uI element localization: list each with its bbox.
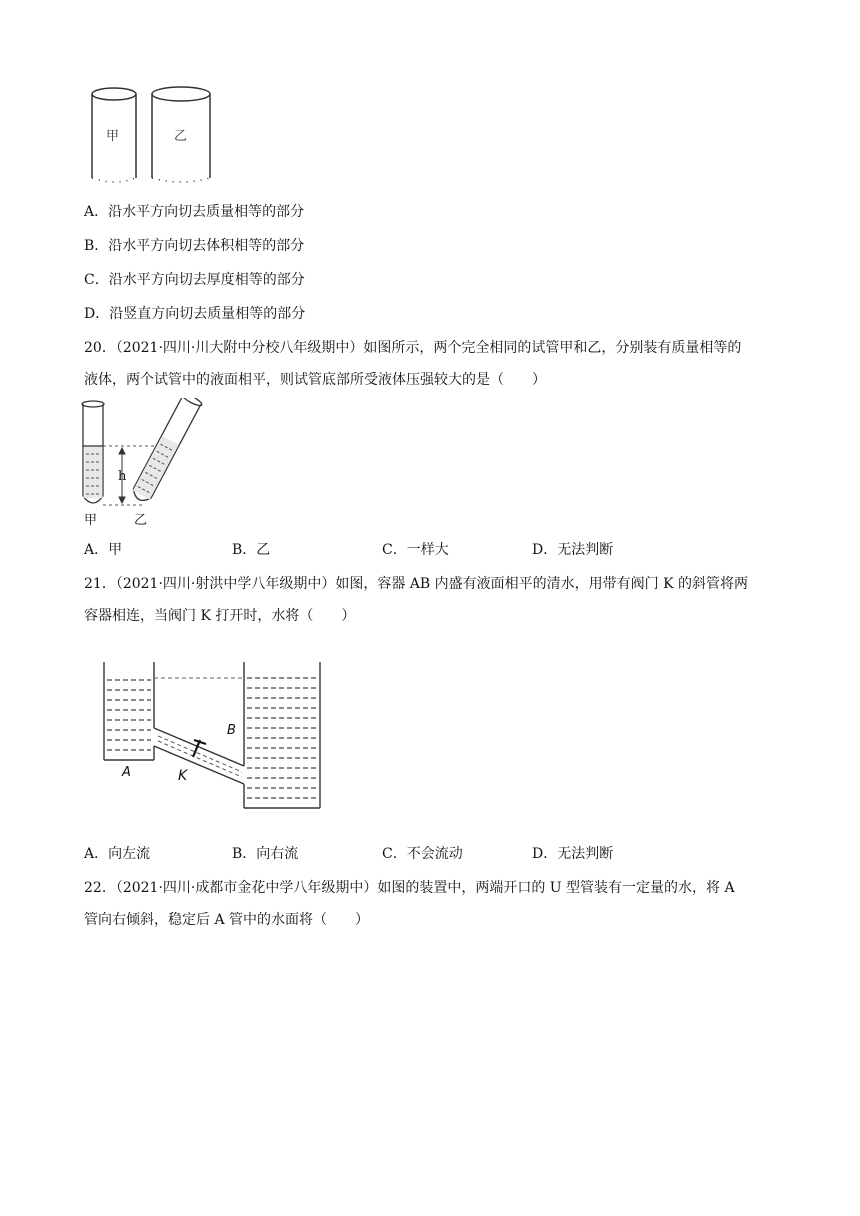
q21-option-a: A．向左流 <box>84 846 151 862</box>
q21-stem-line2: 容器相连，当阀门 K 打开时，水将（ ） <box>84 608 356 624</box>
container-a <box>104 662 154 760</box>
q20-option-a: A．甲 <box>84 542 123 558</box>
q20-option-b: B．乙 <box>232 542 271 558</box>
tube-yi-label: 乙 <box>134 513 148 528</box>
container-b <box>244 662 320 808</box>
tube-jia-label: 甲 <box>84 513 98 528</box>
cylinder-yi-label: 乙 <box>174 129 188 144</box>
figure-test-tubes <box>76 398 206 528</box>
label-a: A <box>122 765 131 780</box>
q21-option-b: B．向右流 <box>232 846 299 862</box>
q21-option-c: C．不会流动 <box>382 846 463 862</box>
q21-option-d: D．无法判断 <box>532 846 614 862</box>
label-k: K <box>178 768 188 784</box>
height-label: h <box>118 469 127 484</box>
q19-option-d: D．沿竖直方向切去质量相等的部分 <box>84 306 306 322</box>
q20-option-c: C．一样大 <box>382 542 449 558</box>
q20-stem-line2: 液体，两个试管中的液面相平，则试管底部所受液体压强较大的是（ ） <box>84 372 546 388</box>
q19-option-a: A．沿水平方向切去质量相等的部分 <box>84 204 305 220</box>
q19-option-b: B．沿水平方向切去体积相等的部分 <box>84 238 305 254</box>
q22-stem-line1: 22．（2021·四川·成都市金花中学八年级期中）如图的装置中，两端开口的 U 型管装有一定量的水，将 A <box>84 880 735 896</box>
figure-connected-containers <box>96 656 328 816</box>
q19-option-c: C．沿水平方向切去厚度相等的部分 <box>84 272 305 288</box>
q21-stem-line1: 21．（2021·四川·射洪中学八年级期中）如图，容器 AB 内盛有液面相平的清水，用带有阀门 K 的斜管将两 <box>84 576 748 592</box>
q22-stem-line2: 管向右倾斜，稳定后 A 管中的水面将（ ） <box>84 912 370 928</box>
figure-cylinders <box>84 82 224 192</box>
q20-option-d: D．无法判断 <box>532 542 614 558</box>
label-b: B <box>227 723 236 738</box>
cylinder-jia-label: 甲 <box>106 129 120 144</box>
q20-stem-line1: 20．（2021·四川·川大附中分校八年级期中）如图所示，两个完全相同的试管甲和乙，分别装有质量相等的 <box>84 340 742 356</box>
